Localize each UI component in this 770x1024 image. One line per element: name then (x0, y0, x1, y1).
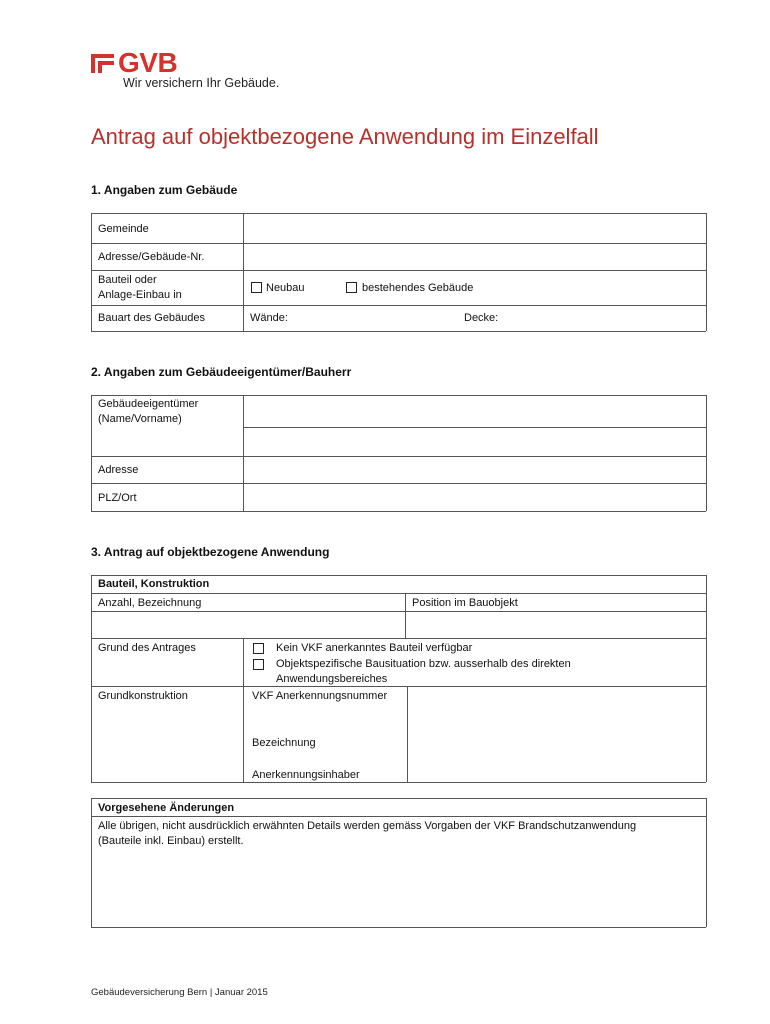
changes-input-area[interactable] (93, 852, 704, 925)
page-title: Antrag auf objektbezogene Anwendung im Einzelfall (91, 124, 599, 149)
position-label: Position im Bauobjekt (412, 597, 518, 609)
bauteil-konstruktion-heading: Bauteil, Konstruktion (98, 578, 210, 590)
eigentuemer-field[interactable] (245, 397, 705, 426)
anerkennungsnummer-label: VKF Anerkennungsnummer (252, 690, 388, 702)
option2-label-line2: Anwendungsbereiches (276, 673, 388, 685)
grundkonstruktion-label: Grundkonstruktion (98, 690, 188, 702)
plz-field[interactable] (245, 485, 705, 510)
adresse-owner-label: Adresse (98, 464, 139, 476)
bestehend-checkbox[interactable] (346, 282, 357, 293)
neubau-checkbox[interactable] (251, 282, 262, 293)
grund-label: Grund des Antrages (98, 642, 196, 654)
section2-heading: 2. Angaben zum Gebäudeeigentümer/Bauherr (91, 365, 352, 379)
section1-heading: 1. Angaben zum Gebäude (91, 183, 238, 197)
changes-text-line2: (Bauteile inkl. Einbau) erstellt. (98, 835, 244, 847)
bauteil-label-line2: Anlage-Einbau in (98, 289, 182, 301)
changes-text-line1: Alle übrigen, nicht ausdrücklich erwähnten Details werden gemäss Vorgaben der VKF Brandschutzanwendung (98, 820, 637, 832)
waende-label: Wände: (250, 312, 288, 324)
tagline: Wir versichern Ihr Gebäude. (123, 76, 280, 90)
anerkennungsinhaber-label: Anerkennungsinhaber (252, 769, 360, 781)
gemeinde-field[interactable] (245, 215, 705, 242)
section3-heading: 3. Antrag auf objektbezogene Anwendung (91, 545, 330, 559)
eigentuemer-label-line1: Gebäudeeigentümer (98, 398, 199, 410)
plz-label: PLZ/Ort (98, 492, 137, 504)
bestehend-label: bestehendes Gebäude (362, 282, 474, 294)
adresse-field[interactable] (245, 245, 705, 269)
footer: Gebäudeversicherung Bern | Januar 2015 (91, 987, 268, 998)
owner-adresse-field[interactable] (245, 458, 705, 482)
decke-label: Decke: (464, 312, 499, 324)
bauteil-label-line1: Bauteil oder (98, 274, 157, 286)
bauart-label: Bauart des Gebäudes (98, 312, 206, 324)
bezeichnung-label: Bezeichnung (252, 737, 316, 749)
changes-heading: Vorgesehene Änderungen (98, 802, 235, 814)
gvb-logo-icon (91, 54, 114, 73)
eigentuemer-label-line2: (Name/Vorname) (98, 413, 182, 425)
neubau-label: Neubau (266, 282, 305, 294)
gemeinde-label: Gemeinde (98, 223, 149, 235)
option2-checkbox[interactable] (253, 659, 264, 670)
adresse-label: Adresse/Gebäude-Nr. (98, 251, 205, 263)
option2-label-line1: Objektspezifische Bausituation bzw. ausserhalb des direkten (276, 658, 571, 670)
option1-checkbox[interactable] (253, 643, 264, 654)
logo-text: GVB (118, 47, 178, 78)
anzahl-label: Anzahl, Bezeichnung (98, 597, 202, 609)
option1-label: Kein VKF anerkanntes Bauteil verfügbar (276, 642, 473, 654)
